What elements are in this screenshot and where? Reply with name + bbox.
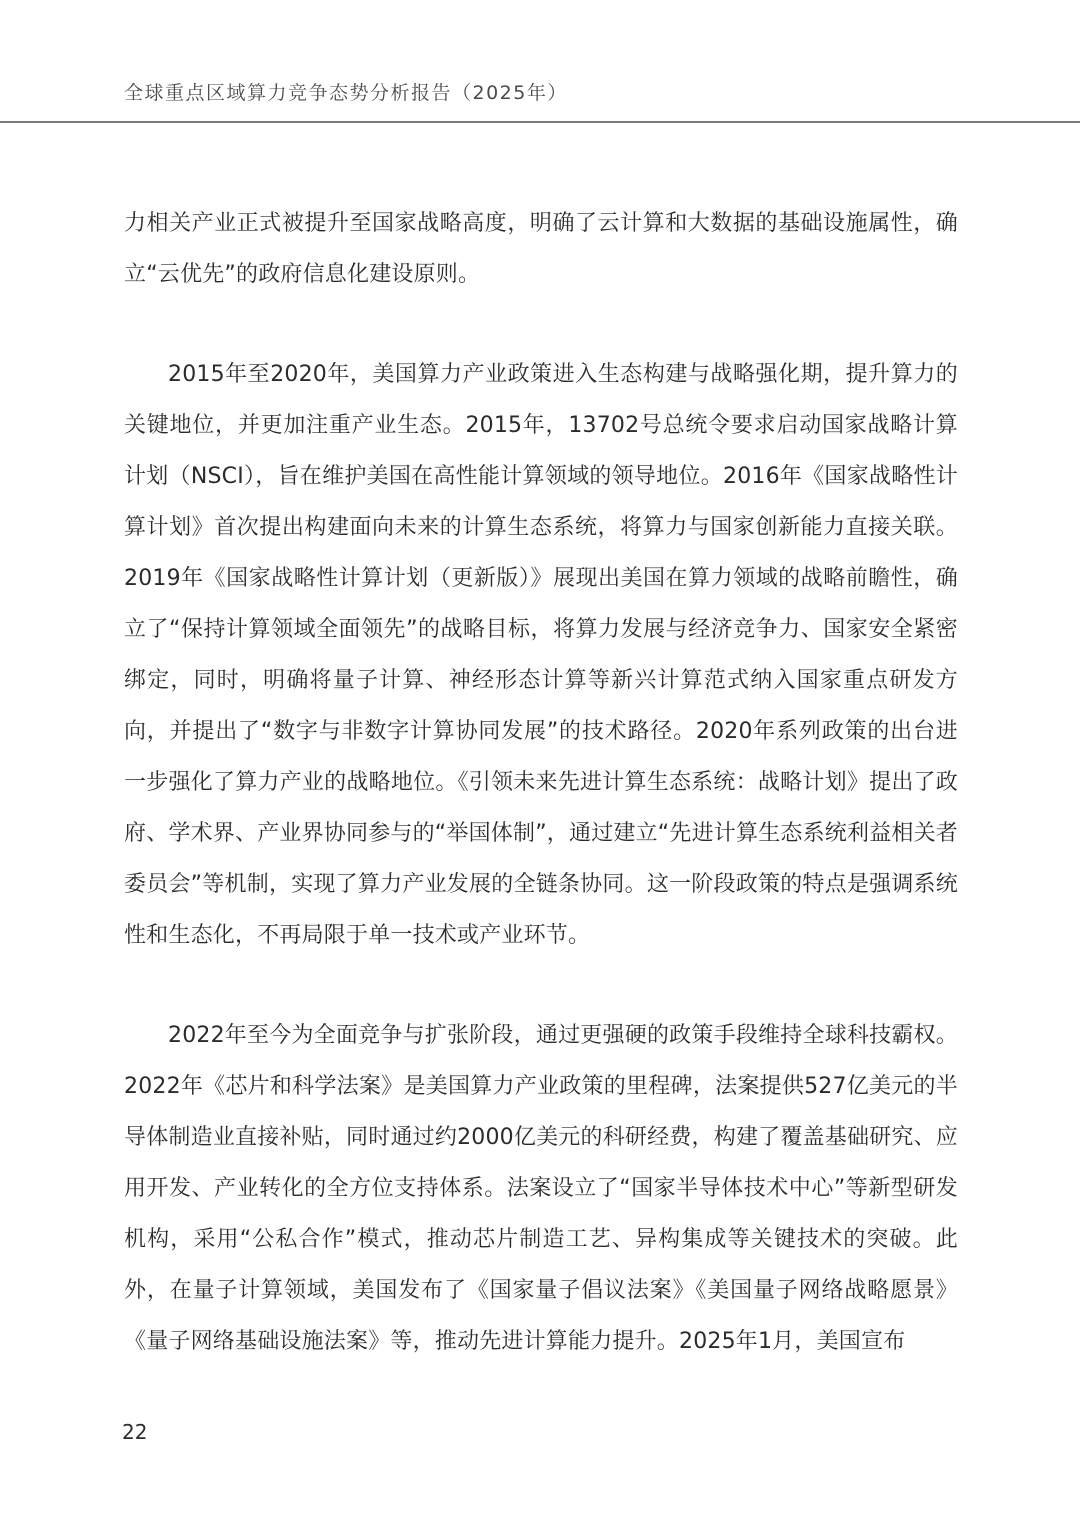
- paragraph-2015-2020: 2015年至2020年，美国算力产业政策进入生态构建与战略强化期，提升算力的关键地位，并更加注重产业生态。2015年，13702号总统令要求启动国家战略计算计划（NSCI），旨在维护美国在高性能计算领域的领导地位。2016年《国家战略性计算计划》首次提出构建面向未来的计算生态系统，将算力与国家创新能力直接关联。2019年《国家战略性计算计划（更新版）》展现出美国在算力领域的战略前瞻性，确立了“保持计算领域全面领先”的战略目标，将算力发展与经济竞争力、国家安全紧密绑定，同时，明确将量子计算、神经形态计算等新兴计算范式纳入国家重点研发方向，并提出了“数字与非数字计算协同发展”的技术路径。2020年系列政策的出台进一步强化了算力产业的战略地位。《引领未来先进计算生态系统：战略计划》提出了政府、学术界、产业界协同参与的“举国体制”，通过建立“先进计算生态系统利益相关者委员会”等机制，实现了算力产业发展的全链条协同。这一阶段政策的特点是强调系统性和生态化，不再局限于单一技术或产业环节。: [124, 362, 958, 948]
- paragraph-spacer: [124, 300, 958, 349]
- running-header-title: 全球重点区域算力竞争态势分析报告（2025年）: [124, 82, 568, 104]
- paragraph-spacer: [124, 961, 958, 1010]
- paragraph-2022-present: 2022年至今为全面竞争与扩张阶段，通过更强硬的政策手段维持全球科技霸权。2022年《芯片和科学法案》是美国算力产业政策的里程碑，法案提供527亿美元的半导体制造业直接补贴，同时通过约2000亿美元的科研经费，构建了覆盖基础研究、应用开发、产业转化的全方位支持体系。法案设立了“国家半导体技术中心”等新型研发机构，采用“公私合作”模式，推动芯片制造工艺、异构集成等关键技术的突破。此外，在量子计算领域，美国发布了《国家量子倡议法案》《美国量子网络战略愿景》《量子网络基础设施法案》等，推动先进计算能力提升。2025年1月，美国宣布: [124, 1023, 958, 1354]
- page-number: 22: [122, 1420, 148, 1444]
- paragraph-continued: 力相关产业正式被提升至国家战略高度，明确了云计算和大数据的基础设施属性，确立“云优先”的政府信息化建设原则。: [124, 211, 958, 287]
- body-text: [124, 198, 958, 1367]
- header-divider: [0, 121, 1080, 123]
